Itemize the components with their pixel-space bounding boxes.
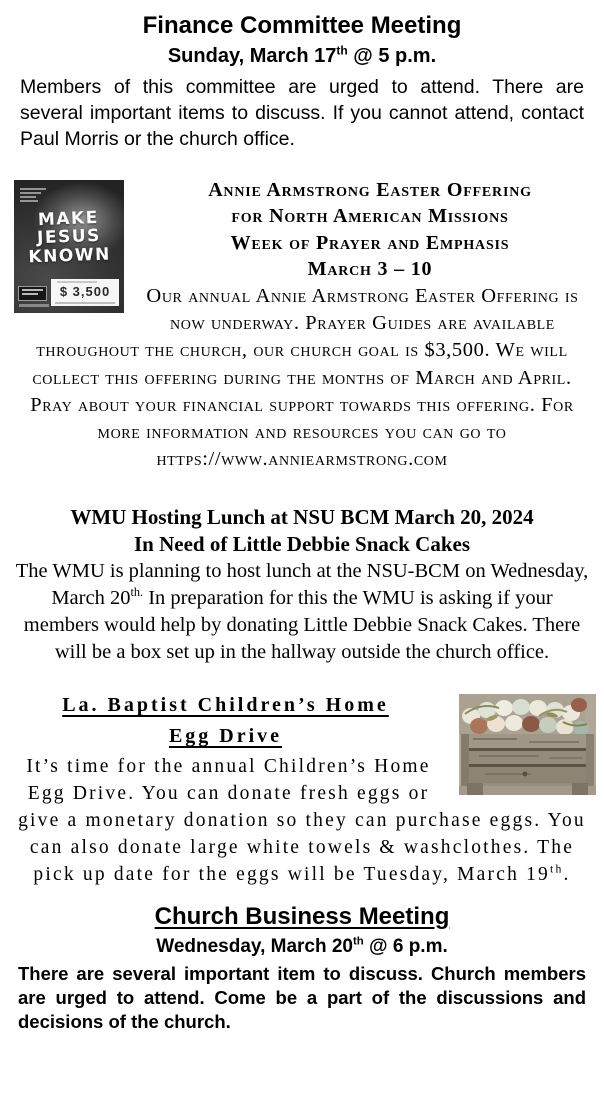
poster-goal-fine-print bbox=[57, 281, 97, 283]
finance-meeting-body: Members of this committee are urged to attend. There are several important items to discuss. If you cannot attend, contact Paul Morris or the church office. bbox=[20, 75, 584, 150]
annie-armstrong-url: https://www.anniearmstrong.com bbox=[156, 448, 448, 471]
wmu-body bbox=[12, 558, 592, 666]
annie-heading-line: March 3 – 10 bbox=[307, 258, 433, 281]
wmu-lunch-section bbox=[0, 504, 604, 667]
church-business-section bbox=[0, 903, 604, 1035]
annie-armstrong-section bbox=[0, 177, 604, 474]
wmu-heading-line2: In Need of Little Debbie Snack Cakes bbox=[133, 531, 470, 556]
poster-logo-marks bbox=[20, 186, 46, 204]
wmu-body-text: In preparation for this the WMU is asking if your members would help by donating Little Debbie Snack Cakes. There will be a box set up in the hallway outside the church office. bbox=[23, 587, 581, 664]
finance-meeting-datetime bbox=[0, 44, 604, 69]
egg-drive-section bbox=[0, 690, 604, 889]
finance-date-text: Sunday, March 17 bbox=[167, 44, 337, 67]
church-date-text: Wednesday, March 20 bbox=[156, 935, 353, 957]
church-business-title: Church Business Meeting bbox=[154, 903, 450, 930]
finance-date-ordinal: th bbox=[336, 43, 348, 58]
church-business-datetime bbox=[0, 935, 604, 959]
egg-drive-title-line1: La. Baptist Children’s Home bbox=[62, 694, 389, 717]
wmu-heading-line1: WMU Hosting Lunch at NSU BCM March 20, 2024 bbox=[70, 504, 534, 529]
poster-slogan-line: MAKE bbox=[37, 207, 100, 230]
poster-goal-fine-print bbox=[55, 302, 115, 304]
church-date-ordinal: th bbox=[353, 935, 364, 948]
egg-body-text: It’s time for the annual Children’s Home Egg Drive. You can donate fresh eggs or give a monetary donation so they can purchase eggs. You can also donate large white towels & washclothes. The pick up date for the eggs will be Tuesday, March 19 bbox=[18, 756, 586, 886]
egg-crate-photo bbox=[459, 694, 596, 795]
annie-heading-line: Week of Prayer and Emphasis bbox=[230, 231, 510, 254]
poster-goal-box bbox=[51, 279, 119, 306]
church-business-body: There are several important item to discuss. Church members are urged to attend. Come be a part of the discussions and decisions of the church. bbox=[18, 962, 586, 1033]
finance-time-text: @ 5 p.m. bbox=[347, 44, 437, 67]
egg-drive-title-line2: Egg Drive bbox=[168, 725, 283, 748]
egg-date-ordinal: th bbox=[550, 862, 564, 876]
poster-publisher-badge-icon bbox=[19, 287, 46, 300]
egg-body-text: . bbox=[563, 864, 571, 886]
poster-slogan-line: KNOWN bbox=[28, 243, 112, 267]
finance-meeting-title: Finance Committee Meeting bbox=[142, 12, 462, 39]
wmu-date-ordinal: th. bbox=[130, 585, 144, 600]
poster-slogan-line: JESUS bbox=[36, 225, 102, 249]
make-jesus-known-poster bbox=[14, 180, 124, 313]
finance-meeting-section bbox=[0, 12, 604, 153]
church-time-text: @ 6 p.m. bbox=[363, 935, 448, 957]
poster-goal-amount: $ 3,500 bbox=[59, 283, 111, 299]
poster-badge-caption bbox=[19, 304, 49, 307]
wmu-body-text: The WMU is planning to host lunch at the NSU-BCM on Wednesday, March 20 bbox=[15, 560, 589, 610]
annie-body-text: Our annual Annie Armstrong Easter Offering is now underway. Prayer Guides are available throughout the church, our church goal is $3,500. We will collect this offering during the months of March and April. Pray about your financial support towards this offering. For more information and resources you can go to bbox=[30, 284, 579, 444]
poster-slogan bbox=[13, 208, 125, 267]
annie-heading-line: for North American Missions bbox=[231, 205, 509, 228]
annie-heading-line: Annie Armstrong Easter Offering bbox=[208, 178, 532, 201]
